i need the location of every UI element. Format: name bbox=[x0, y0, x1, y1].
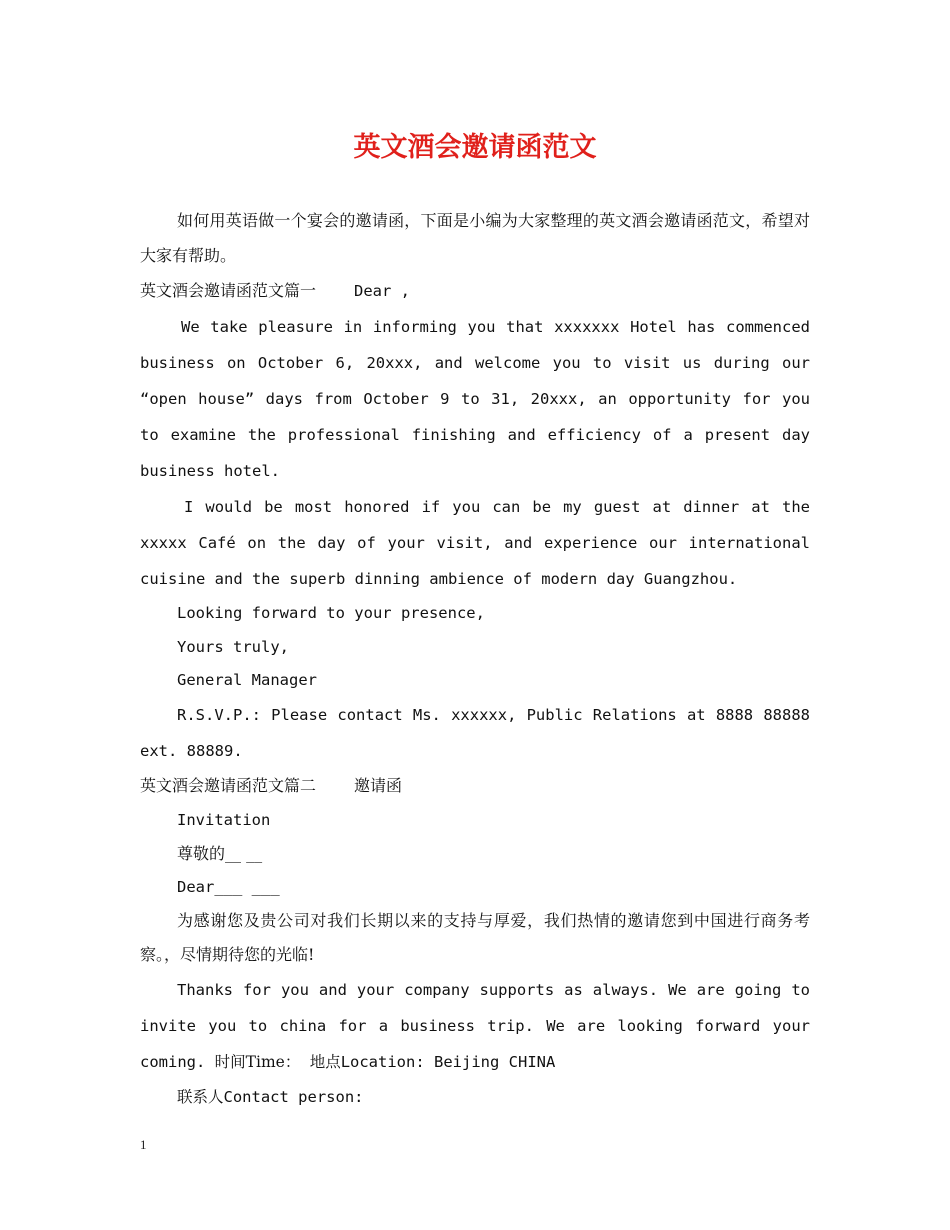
section2-dear: Dear___ ___ bbox=[177, 878, 280, 896]
section1-rsvp: R.S.V.P.: Please contact Ms. xxxxxx, Public Relations at 8888 88888 ext. 88889. bbox=[140, 706, 810, 760]
section2-paragraph-en bbox=[140, 972, 810, 1080]
document-body bbox=[140, 203, 810, 1114]
section2-heading-line bbox=[140, 769, 810, 803]
section2-time-label: 时间Time： bbox=[214, 1053, 301, 1071]
section1-salutation: Dear , bbox=[354, 282, 411, 300]
section2-paragraph-en-text: Thanks for you and your company supports as always. We are going to invite you to china for a business trip. We are looking forward your coming. bbox=[140, 981, 810, 1071]
section2-heading: 英文酒会邀请函范文篇二 bbox=[140, 776, 317, 795]
page-number: 1 bbox=[140, 1137, 147, 1152]
section2-invitation: Invitation bbox=[177, 811, 271, 829]
section2-contact: 联系人Contact person: bbox=[177, 1088, 364, 1106]
intro-paragraph: 如何用英语做一个宴会的邀请函，下面是小编为大家整理的英文酒会邀请函范文，希望对大家有帮助。 bbox=[140, 211, 810, 265]
section2-heading-suffix: 邀请函 bbox=[354, 776, 403, 795]
section2-paragraph-cn: 为感谢您及贵公司对我们长期以来的支持与厚爱，我们热情的邀请您到中国进行商务考察。，尽情期待您的光临! bbox=[140, 911, 810, 964]
section1-paragraph-1: We take pleasure in informing you that xxxxxxx Hotel has commenced business on October 6, 20xxx, and welcome you to visit us during our “open house” days from October 9 to 31, 20xxx, an opportunity for you to examine the professional finishing and efficiency of a present day business hotel. bbox=[140, 318, 810, 480]
section2-respected: 尊敬的__ __ bbox=[177, 844, 263, 863]
section1-closing-2: Yours truly, bbox=[177, 638, 289, 656]
document-title: 英文酒会邀请函范文 bbox=[353, 132, 597, 163]
section1-closing-1: Looking forward to your presence, bbox=[177, 604, 485, 622]
section1-heading-line bbox=[140, 273, 810, 309]
section1-heading: 英文酒会邀请函范文篇一 bbox=[140, 281, 317, 300]
section1-closing-3: General Manager bbox=[177, 671, 317, 689]
section2-location: 地点Location: Beijing CHINA bbox=[309, 1053, 556, 1071]
section1-paragraph-2: I would be most honored if you can be my guest at dinner at the xxxxx Café on the day of your visit, and experience our international cuisine and the superb dinning ambience of modern day Guangzhou. bbox=[140, 498, 810, 588]
